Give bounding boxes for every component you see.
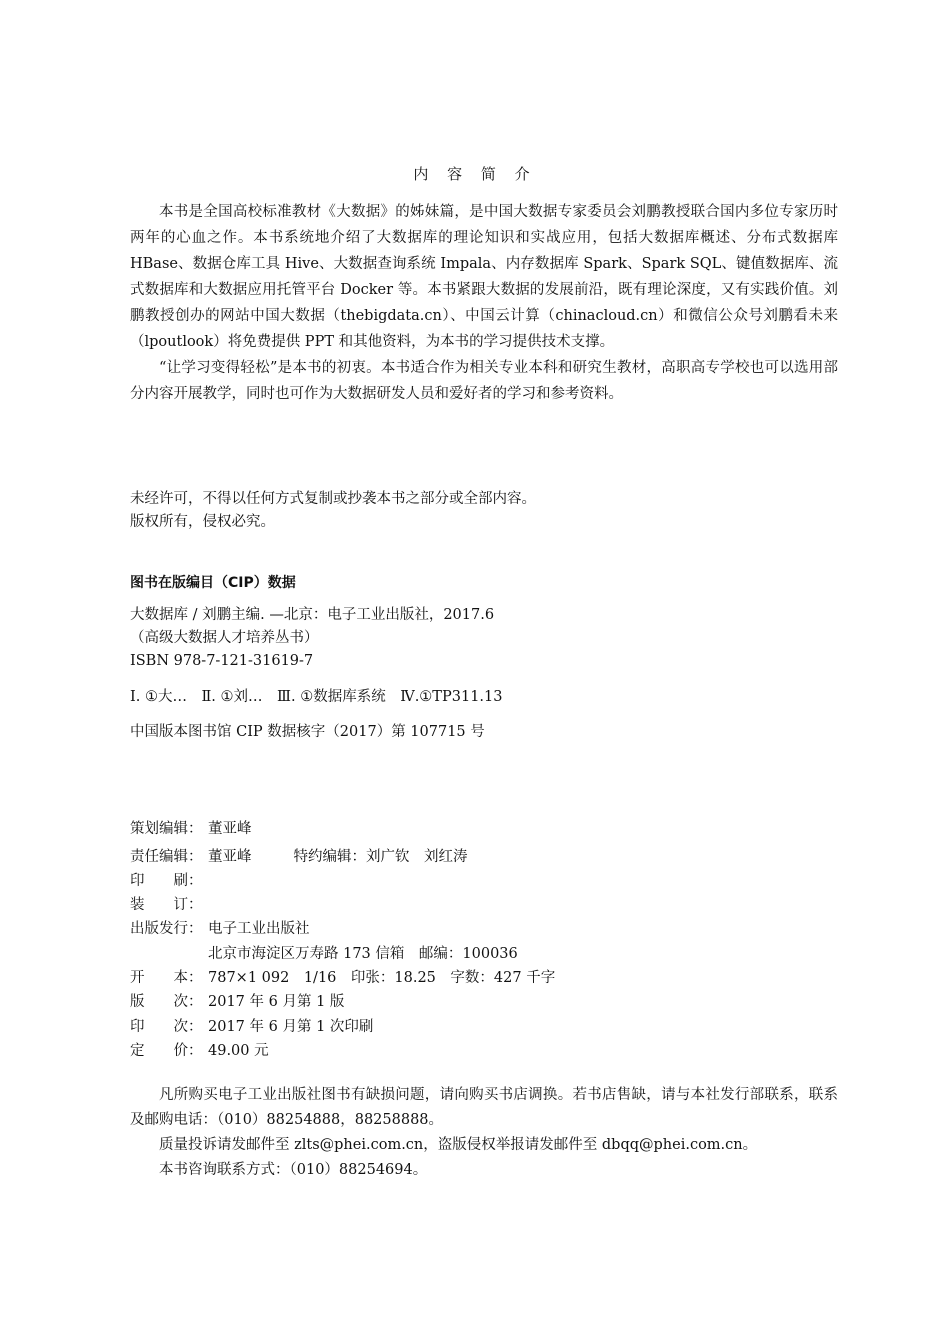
cip-record: 中国版本图书馆 CIP 数据核字（2017）第 107715 号 [130, 724, 485, 740]
intro-body [130, 199, 838, 407]
cip-line-2: （高级大数据人才培养丛书） [130, 630, 319, 646]
price-row [130, 1040, 269, 1062]
price-value: 49.00 元 [208, 1043, 269, 1059]
special-editor-label: 特约编辑： [293, 849, 366, 865]
planning-editor-row [130, 818, 252, 840]
price-label: 定 价： [130, 1043, 203, 1059]
impression-label: 印 次： [130, 1019, 203, 1035]
printing-row [130, 870, 208, 892]
edition-value: 2017 年 6 月第 1 版 [208, 994, 345, 1010]
edition-label: 版 次： [130, 994, 203, 1010]
intro-paragraph-1: 本书是全国高校标准教材《大数据》的姊妹篇，是中国大数据专家委员会刘鹏教授联合国内多位专家历时两年的心血之作。本书系统地介绍了大数据库的理论知识和实战应用，包括大数据库概述、分布式数据库 HBase、数据仓库工具 Hive、大数据查询系统 Impala、内存数据库 Spark、Spark SQL、键值数据库、流式数据库和大数据应用托管平台 Docker 等。本书紧跟大数据的发展前沿，既有理论深度，又有实践价值。刘鹏教授创办的网站中国大数据（thebigdata.cn）、中国云计算（chinacloud.cn）和微信公众号刘鹏看未来（lpoutlook）将免费提供 PPT 和其他资料，为本书的学习提供技术支撑。 [130, 204, 838, 350]
printing-label: 印 刷： [130, 873, 203, 889]
responsible-editor-label: 责任编辑： [130, 849, 203, 865]
cip-line-1: 大数据库 / 刘鹏主编. —北京：电子工业出版社，2017.6 [130, 607, 495, 623]
responsible-editor-row [130, 846, 468, 868]
binding-row [130, 894, 208, 916]
special-editor-value: 刘广钦 刘红涛 [366, 849, 468, 865]
publisher-row [130, 918, 310, 940]
notice-block [130, 1083, 838, 1183]
publisher-address: 北京市海淀区万寿路 173 信箱 邮编：100036 [208, 946, 518, 962]
cip-isbn: ISBN 978-7-121-31619-7 [130, 653, 314, 669]
intro-title: 内 容 简 介 [413, 165, 537, 183]
publisher-label: 出版发行： [130, 921, 203, 937]
intro-paragraph-2: “让学习变得轻松”是本书的初衷。本书适合作为相关专业本科和研究生教材，高职高专学校也可以选用部分内容开展教学，同时也可作为大数据研发人员和爱好者的学习和参考资料。 [130, 360, 838, 402]
format-label: 开 本： [130, 970, 203, 986]
planning-editor-value: 董亚峰 [208, 821, 252, 837]
format-row [130, 967, 555, 989]
notice-paragraph-2: 质量投诉请发邮件至 zlts@phei.com.cn，盗版侵权举报请发邮件至 dbqq@phei.com.cn。 [159, 1137, 758, 1153]
publisher-value: 电子工业出版社 [208, 921, 310, 937]
responsible-editor-value: 董亚峰 [208, 849, 252, 865]
impression-value: 2017 年 6 月第 1 次印刷 [208, 1019, 374, 1035]
edition-row [130, 991, 344, 1013]
binding-label: 装 订： [130, 897, 203, 913]
planning-editor-label: 策划编辑： [130, 821, 203, 837]
cip-classification: Ⅰ. ①大… Ⅱ. ①刘… Ⅲ. ①数据库系统 Ⅳ.①TP311.13 [130, 689, 503, 705]
format-value: 787×1 092 1/16 印张：18.25 字数：427 千字 [208, 970, 556, 986]
copyright-line-2: 版权所有，侵权必究。 [130, 514, 275, 530]
copyright-line-1: 未经许可，不得以任何方式复制或抄袭本书之部分或全部内容。 [130, 491, 536, 507]
notice-paragraph-3: 本书咨询联系方式：（010）88254694。 [159, 1162, 428, 1178]
notice-paragraph-1: 凡所购买电子工业出版社图书有缺损问题，请向购买书店调换。若书店售缺，请与本社发行部联系，联系及邮购电话：（010）88254888，88258888。 [130, 1087, 838, 1128]
cip-heading: 图书在版编目（CIP）数据 [130, 575, 296, 591]
impression-row [130, 1016, 373, 1038]
